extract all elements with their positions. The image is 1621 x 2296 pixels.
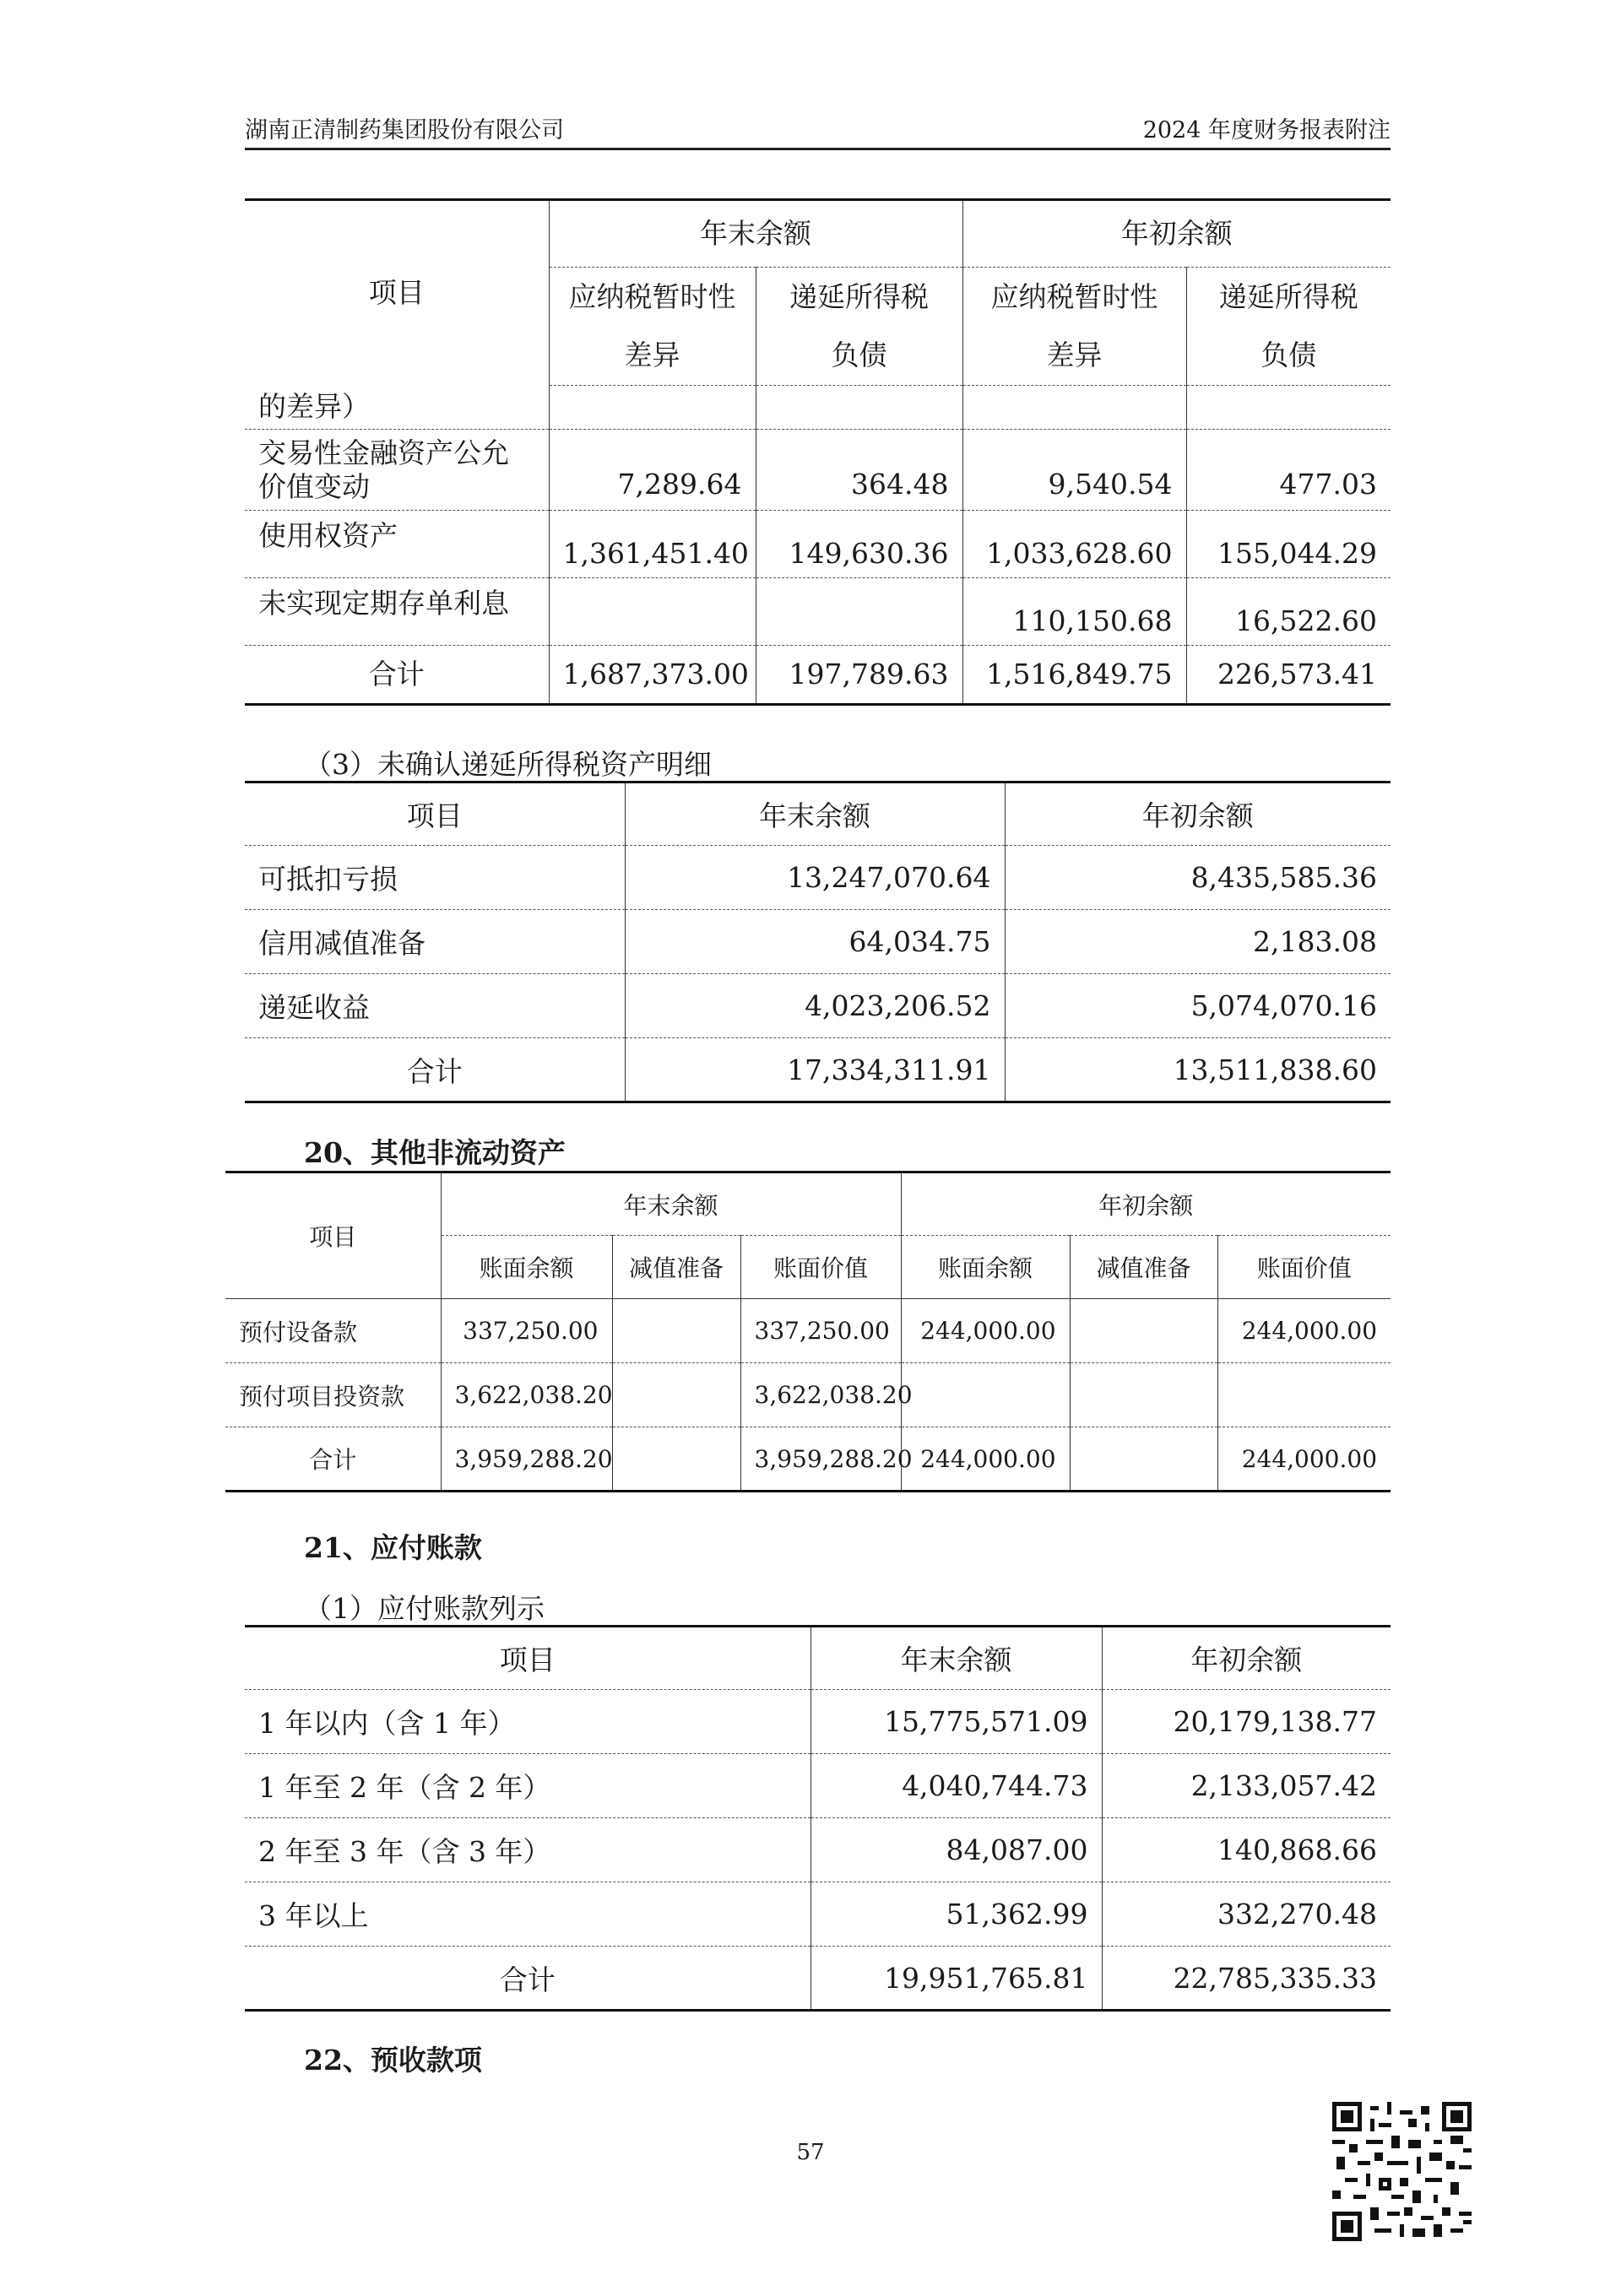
sub-header-temp-diff: 应纳税暂时性 — [549, 268, 756, 327]
sub-header-dtl-line2: 负债 — [756, 327, 962, 386]
section-heading: 22、预收款项 — [304, 2044, 482, 2077]
company-name: 湖南正清制药集团股份有限公司 — [245, 117, 564, 144]
other-noncurrent-assets-table — [225, 1171, 1391, 1492]
col-year-start-header: 年初余额 — [1141, 799, 1254, 832]
subsection-heading: （1）应付账款列示 — [304, 1592, 545, 1625]
sub-header-book-value: 账面价值 — [1256, 1254, 1352, 1282]
accounts-payable-table — [245, 1625, 1391, 2012]
table-row: 使用权资产 1,361,451.40 149,630.36 1,033,628.60 155,044.29 — [245, 511, 1391, 578]
table-row: 可抵扣亏损 13,247,070.64 8,435,585.36 — [245, 846, 1391, 910]
table-row: 递延收益 4,023,206.52 5,074,070.16 — [245, 974, 1391, 1038]
table-row: 预付项目投资款 3,622,038.20 3,622,038.20 — [225, 1363, 1391, 1427]
group-header-year-end: 年末余额 — [549, 200, 962, 268]
section-heading: 20、其他非流动资产 — [304, 1136, 566, 1169]
deferred-tax-liability-table — [245, 198, 1391, 706]
table-row: 的差异） — [245, 386, 1391, 430]
sub-header-impairment: 减值准备 — [1070, 1236, 1217, 1299]
qr-code-icon — [1332, 2102, 1472, 2241]
table-row: 1 年以内（含 1 年） 15,775,571.09 20,179,138.77 — [245, 1690, 1391, 1754]
col-item-header: 项目 — [245, 782, 625, 846]
sub-header-temp-diff: 应纳税暂时性 — [962, 268, 1186, 327]
table-total-row: 合计 1,687,373.00 197,789.63 1,516,849.75 226,573.41 — [245, 646, 1391, 705]
section-heading: （3）未确认递延所得税资产明细 — [304, 748, 712, 781]
col-item-header: 项目 — [245, 1627, 810, 1690]
page-number: 57 — [796, 2140, 825, 2165]
sub-header-temp-diff-line2: 差异 — [962, 327, 1186, 386]
sub-header-dtl-line2: 负债 — [1186, 327, 1391, 386]
sub-header-book-value: 账面价值 — [740, 1236, 901, 1299]
group-header-year-start: 年初余额 — [901, 1172, 1391, 1236]
table-total-row: 合计 3,959,288.20 3,959,288.20 244,000.00 244,000.00 — [225, 1427, 1391, 1492]
group-header-year-start: 年初余额 — [962, 200, 1391, 268]
section-heading: 21、应付账款 — [304, 1531, 482, 1564]
col-year-end-header: 年末余额 — [625, 782, 1005, 846]
sub-header-book-balance: 账面余额 — [901, 1236, 1070, 1299]
table-row: 3 年以上 51,362.99 332,270.48 — [245, 1882, 1391, 1947]
group-header-year-end: 年末余额 — [441, 1172, 901, 1236]
sub-header-temp-diff-line2: 差异 — [549, 327, 756, 386]
sub-header-dtl: 递延所得税 — [756, 268, 962, 327]
table-total-row: 合计 17,334,311.91 13,511,838.60 — [245, 1038, 1391, 1102]
page-header — [245, 110, 1391, 150]
table-row: 交易性金融资产公允价值变动 7,289.64 364.48 9,540.54 477.03 — [245, 430, 1391, 511]
table-row: 1 年至 2 年（含 2 年） 4,040,744.73 2,133,057.42 — [245, 1754, 1391, 1818]
table-row: 2 年至 3 年（含 3 年） 84,087.00 140,868.66 — [245, 1818, 1391, 1882]
document-title: 2024 年度财务报表附注 — [1142, 117, 1391, 144]
col-year-start-header: 年初余额 — [1190, 1643, 1303, 1676]
col-item-header: 项目 — [225, 1172, 441, 1299]
table-row: 未实现定期存单利息 110,150.68 16,522.60 — [245, 578, 1391, 646]
col-item-header: 项目 — [245, 200, 549, 386]
sub-header-dtl: 递延所得税 — [1218, 279, 1358, 313]
unrecognized-dta-table — [245, 781, 1391, 1103]
table-total-row: 合计 19,951,765.81 22,785,335.33 — [245, 1947, 1391, 2011]
sub-header-book-balance: 账面余额 — [441, 1236, 612, 1299]
table-row: 预付设备款 337,250.00 337,250.00 244,000.00 244,000.00 — [225, 1299, 1391, 1363]
sub-header-impairment: 减值准备 — [612, 1236, 740, 1299]
table-row: 信用减值准备 64,034.75 2,183.08 — [245, 910, 1391, 974]
col-year-end-header: 年末余额 — [810, 1627, 1102, 1690]
